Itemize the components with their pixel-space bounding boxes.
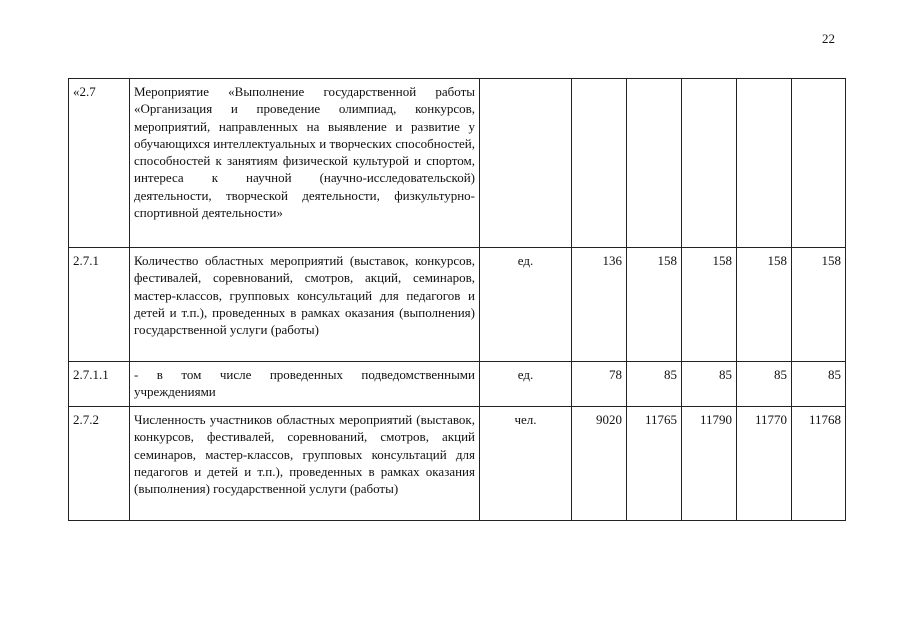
row-description: Численность участников областных мероприятий (выставок, конкурсов, фестивалей, соревнований, смотров, акций семинаров, мастер-классов, групповых консультаций для педагогов и детей и т.п.), проведенных в рамках оказания (выполнения) государственной услуги (работы) [130, 407, 480, 521]
row-value-1: 136 [572, 248, 627, 362]
row-value-2 [627, 79, 682, 248]
row-number: 2.7.1 [69, 248, 130, 362]
row-value-4: 158 [737, 248, 792, 362]
row-unit: ед. [480, 362, 572, 407]
row-description: Количество областных мероприятий (выставок, конкурсов, фестивалей, соревнований, смотров, акций, семинаров, мастер-классов, групповых консультаций для педагогов и детей и т.п.), проведенных в рамках оказания (выполнения) государственной услуги (работы) [130, 248, 480, 362]
row-value-3: 158 [682, 248, 737, 362]
row-value-5: 158 [792, 248, 846, 362]
row-value-4: 11770 [737, 407, 792, 521]
row-unit: чел. [480, 407, 572, 521]
row-value-4: 85 [737, 362, 792, 407]
row-value-3: 11790 [682, 407, 737, 521]
row-number: 2.7.1.1 [69, 362, 130, 407]
table-row [69, 407, 846, 521]
row-value-2: 158 [627, 248, 682, 362]
row-number: «2.7 [69, 79, 130, 248]
row-value-2: 85 [627, 362, 682, 407]
table-row [69, 362, 846, 407]
row-value-1 [572, 79, 627, 248]
row-number: 2.7.2 [69, 407, 130, 521]
row-value-3 [682, 79, 737, 248]
table-row [69, 248, 846, 362]
row-value-4 [737, 79, 792, 248]
indicator-table [68, 78, 846, 521]
row-value-2: 11765 [627, 407, 682, 521]
row-unit [480, 79, 572, 248]
row-value-5 [792, 79, 846, 248]
row-value-5: 85 [792, 362, 846, 407]
row-value-5: 11768 [792, 407, 846, 521]
row-value-3: 85 [682, 362, 737, 407]
row-value-1: 9020 [572, 407, 627, 521]
table-row [69, 79, 846, 248]
row-description: Мероприятие «Выполнение государственной работы «Организация и проведение олимпиад, конкурсов, мероприятий, направленных на выявление и развитие у обучающихся интеллектуальных и творческих способностей, способностей к занятиям физической культурой и спортом, интереса к научной (научно-исследовательской) деятельности, творческой деятельности, физкультурно-спортивной деятельности» [130, 79, 480, 248]
row-description: - в том числе проведенных подведомственными учреждениями [130, 362, 480, 407]
row-value-1: 78 [572, 362, 627, 407]
row-unit: ед. [480, 248, 572, 362]
page-number: 22 [822, 31, 835, 46]
